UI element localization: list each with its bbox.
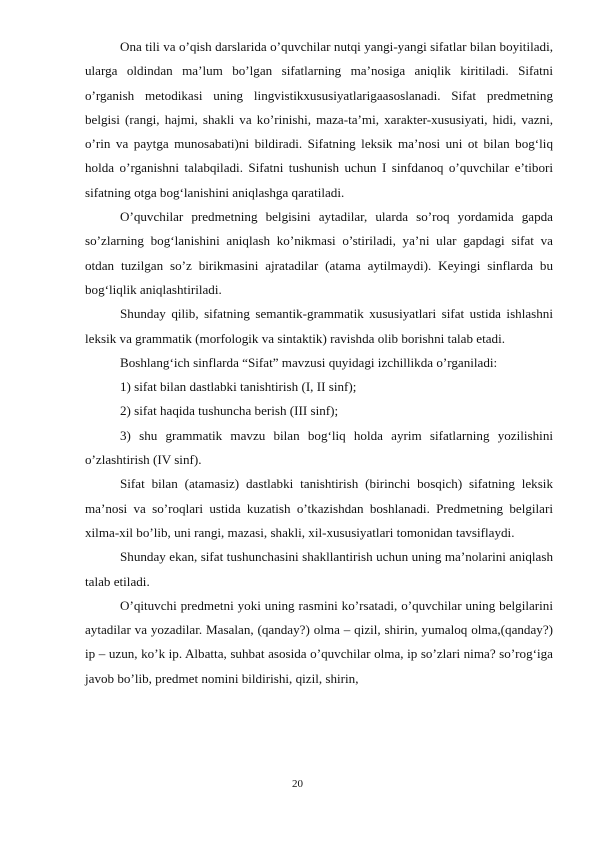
paragraph-sequence-intro: Boshlang‘ich sinflarda “Sifat” mavzusi quyidagi izchillikda o’rganiladi:: [120, 354, 498, 370]
paragraph-adjective-intro: Ona tili va o’qish darslarida o’quvchilar nutqi yangi-yangi sifatlar bilan boyitiladi, ularga oldindan ma’lum bo’lgan sifatlarning ma’nosiga aniqlik kiritiladi. Sifatni o’rganish metodikasi uning lingvistikxususiyatlarigaasoslanadi. Sifat predmetning belgisi (rangi, hajmi, shakli va ko’rinishi, maza-ta’mi, xarakter-xususiyati, hidi, vazni, o’rin va paytga munosabati)ni bildiradi. Sifatning leksik ma’nosi uni ot bilan bog‘liq holda o’rganishni talabqiladi. Sifatni tushunish uchun I sinfdanoq o’quvchilar e’tibori sifatning otga bog‘lanishini aniqlashga qaratiladi.: [85, 39, 553, 200]
paragraph-concept-formation: Shunday ekan, sifat tushunchasini shakllantirish uchun uning ma’nolarini aniqlash talab etiladi.: [85, 549, 553, 589]
list-item-step-2: 2) sifat haqida tushuncha berish (III sinf);: [120, 403, 339, 419]
paragraph-teacher-shows: O’qituvchi predmetni yoki uning rasmini ko’rsatadi, o’quvchilar uning belgilarini aytadilar va yozadilar. Masalan, (qanday?) olma – qizil, shirin, yumaloq olma,(qanday?) ip – uzun, ko’k ip. Albatta, suhbat asosida o’quvchilar olma, ip so’zlari nima? so’rog‘iga javob bo’lib, predmet nomini bildirishi, qizil, shirin,: [85, 597, 553, 686]
list-item-step-3: 3) shu grammatik mavzu bilan bog‘liq holda ayrim sifatlarning yozilishini o’zlashtirish (IV sinf).: [85, 427, 553, 468]
paragraph-semantic-grammatical: Shunday qilib, sifatning semantik-grammatik xususiyatlari sifat ustida ishlashni leksik va grammatik (morfologik va sintaktik) ravishda olib borishni talab etadi.: [85, 306, 553, 346]
page-number: 20: [292, 778, 303, 790]
list-item-step-1: 1) sifat bilan dastlabki tanishtirish (I, II sinf);: [120, 379, 357, 395]
paragraph-pupils-attributes: O’quvchilar predmetning belgisini aytadilar, ularda so’roq yordamida gapda so’zlarning bog‘lanishini aniqlash ko’nikmasi o’stiriladi, ya’ni ular gapdagi sifat va otdan tuzilgan so’z birikmasini ajratadilar (atama aytilmaydi). Keyingi sinflarda bu bog‘liqlik aniqlashtiriladi.: [85, 209, 553, 297]
document-body: [85, 35, 553, 691]
paragraph-first-stage: Sifat bilan (atamasiz) dastlabki tanishtirish (birinchi bosqich) sifatning leksik ma’nosi va so’roqlari ustida kuzatish o’tkazishdan boshlanadi. Predmetning belgilari xilma-xil bo’lib, uni rangi, mazasi, shakli, xil-xususiyatlari tomonidan tavsiflaydi.: [85, 476, 553, 540]
